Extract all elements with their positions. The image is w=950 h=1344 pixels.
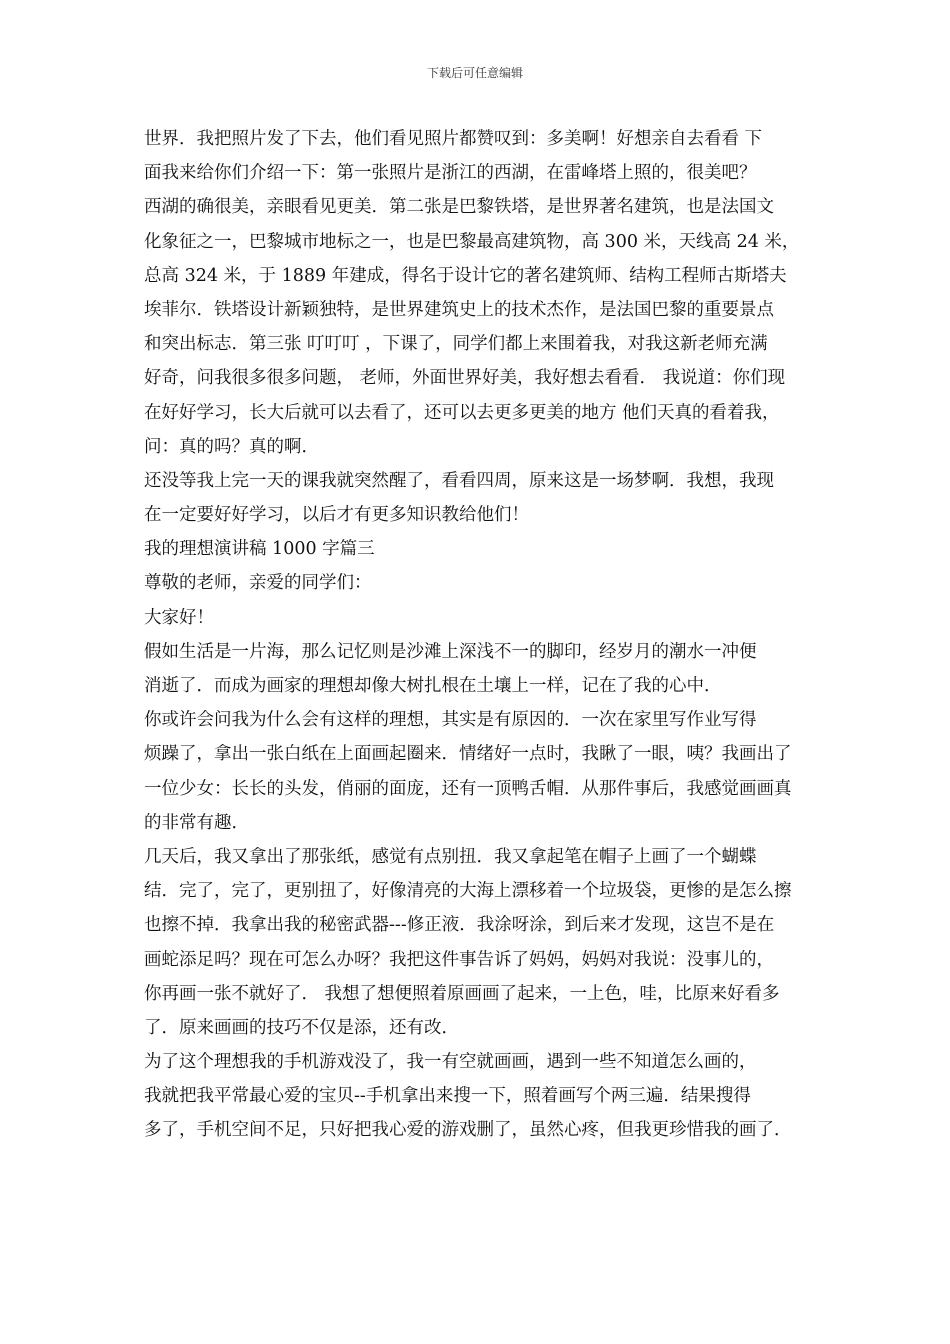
- text-line: 和突出标志．第三张 叮叮叮 ，下课了，同学们都上来围着我，对我这新老师充满: [144, 334, 768, 355]
- text-line: 总高 324 米，于 1889 年建成，得名于设计它的著名建筑师、结构工程师古斯塔夫: [144, 265, 787, 286]
- text-line: 结．完了，完了，更别扭了，好像清亮的大海上漂移着一个垃圾袋，更惨的是怎么擦: [144, 881, 792, 902]
- text-line: 一位少女：长长的头发，俏丽的面庞，还有一顶鸭舌帽．从那件事后，我感觉画画真: [144, 778, 792, 799]
- text-line: 西湖的确很美，亲眼看见更美．第二张是巴黎铁塔，是世界著名建筑，也是法国文: [144, 197, 774, 218]
- text-line: 也擦不掉．我拿出我的秘密武器---修正液．我涂呀涂，到后来才发现，这岂不是在: [144, 915, 775, 936]
- text-line: 你或许会问我为什么会有这样的理想，其实是有原因的．一次在家里写作业写得: [144, 710, 757, 731]
- text-line: 问：真的吗？真的啊．: [144, 436, 319, 457]
- text-line: 多了，手机空间不足，只好把我心爱的游戏删了，虽然心疼，但我更珍惜我的画了．: [144, 1120, 792, 1141]
- document-body: [144, 122, 814, 1148]
- text-line: 还没等我上完一天的课我就突然醒了，看看四周，原来这是一场梦啊．我想，我现: [144, 470, 774, 491]
- text-line: 埃菲尔．铁塔设计新颖独特，是世界建筑史上的技术杰作，是法国巴黎的重要景点: [144, 299, 774, 320]
- text-line: 世界．我把照片发了下去，他们看见照片都赞叹到：多美啊！好想亲自去看看 下: [144, 129, 763, 149]
- text-line: 假如生活是一片海，那么记忆则是沙滩上深浅不一的脚印，经岁月的潮水一冲便: [144, 641, 757, 662]
- text-line: 面我来给你们介绍一下：第一张照片是浙江的西湖，在雷峰塔上照的，很美吧？: [144, 163, 757, 184]
- text-line: 烦躁了，拿出一张白纸在上面画起圈来．情绪好一点时，我瞅了一眼，咦？我画出了: [144, 744, 792, 765]
- text-line: 消逝了．而成为画家的理想却像大树扎根在土壤上一样，记在了我的心中．: [144, 676, 722, 696]
- text-line: 在一定要好好学习，以后才有更多知识教给他们！: [144, 505, 529, 526]
- text-line: 好奇，问我很多很多问题， 老师，外面世界好美，我好想去看看． 我说道：你们现: [144, 368, 786, 389]
- text-line: 画蛇添足吗？现在可怎么办呀？我把这件事告诉了妈妈，妈妈对我说：没事儿的，: [144, 949, 774, 970]
- text-line: 为了这个理想我的手机游戏没了，我一有空就画画，遇到一些不知道怎么画的，: [144, 1052, 757, 1073]
- text-line: 几天后，我又拿出了那张纸，感觉有点别扭．我又拿起笔在帽子上画了一个蝴蝶: [144, 846, 757, 867]
- greeting: 大家好！: [144, 607, 214, 628]
- salutation: 尊敬的老师，亲爱的同学们：: [144, 573, 372, 594]
- header-note: 下载后可任意编辑: [426, 66, 523, 80]
- text-line: 了．原来画画的技巧不仅是添，还有改．: [144, 1017, 459, 1038]
- section-heading: 我的理想演讲稿 1000 字篇三: [144, 539, 375, 560]
- text-line: 你再画一张不就好了． 我想了想便照着原画画了起来，一上色，哇，比原来好看多: [144, 983, 780, 1004]
- text-line: 在好好学习，长大后就可以去看了，还可以去更多更美的地方 他们天真的看着我，: [144, 402, 780, 423]
- text-line: 的非常有趣．: [144, 812, 249, 833]
- text-line: 我就把我平常最心爱的宝贝--手机拿出来搜一下，照着画写个两三遍．结果搜得: [144, 1086, 751, 1107]
- text-line: 化象征之一，巴黎城市地标之一，也是巴黎最高建筑物，高 300 米，天线高 24 米，: [144, 231, 800, 252]
